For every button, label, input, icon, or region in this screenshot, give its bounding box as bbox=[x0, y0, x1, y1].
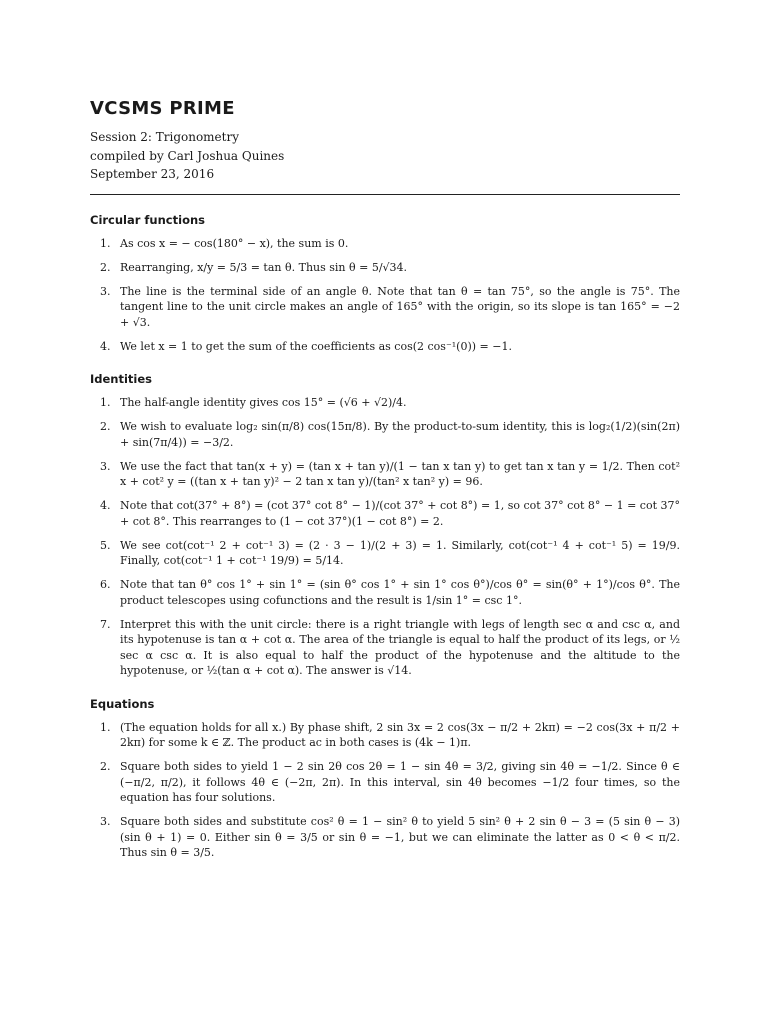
item-text: We let x = 1 to get the sum of the coefficients as cos(2 cos⁻¹(0)) = −1. bbox=[120, 339, 512, 353]
list-item bbox=[90, 577, 680, 608]
item-text: Interpret this with the unit circle: there is a right triangle with legs of length sec α and csc α, and its hypotenuse is tan α + cot α. The area of the triangle is equal to half the product of its legs, or ½ sec α csc α. It is also equal to half the product of the hypotenuse and the altitude to the hypotenuse, or ½(tan α + cot α). The answer is √14. bbox=[120, 617, 680, 677]
item-number: 6. bbox=[100, 578, 111, 591]
section-heading-identities: Identities bbox=[90, 372, 153, 386]
date-line: September 23, 2016 bbox=[90, 167, 215, 181]
item-number: 2. bbox=[100, 260, 111, 274]
item-text: Square both sides to yield 1 − 2 sin 2θ cos 2θ = 1 − sin 4θ = 3/2, giving sin 4θ = −1/2. Since θ ∈ (−π/2, π/2), it follows 4θ ∈ (−2π, 2π). In this interval, sin 4θ becomes −1/2 four times, so the equation has four solutions. bbox=[120, 760, 680, 804]
list-item bbox=[90, 498, 680, 529]
item-text: We see cot(cot⁻¹ 2 + cot⁻¹ 3) = (2 · 3 − 1)/(2 + 3) = 1. Similarly, cot(cot⁻¹ 4 + cot⁻¹ 5) = 19/9. Finally, cot(cot⁻¹ 1 + cot⁻¹ 19/9) = 5/14. bbox=[120, 538, 680, 567]
item-number: 1. bbox=[100, 720, 111, 734]
session-line: Session 2: Trigonometry bbox=[90, 130, 239, 144]
item-text: The half-angle identity gives cos 15° = (√6 + √2)/4. bbox=[120, 396, 407, 409]
item-text: As cos x = − cos(180° − x), the sum is 0. bbox=[120, 236, 349, 250]
item-text: We wish to evaluate log₂ sin(π/8) cos(15π/8). By the product-to-sum identity, this is log₂(1/2)(sin(2π) + sin(7π/4)) = −3/2. bbox=[120, 420, 680, 449]
list-item bbox=[90, 419, 680, 450]
identities-list bbox=[90, 395, 680, 679]
list-item bbox=[90, 236, 680, 252]
author-line: compiled by Carl Joshua Quines bbox=[90, 148, 285, 163]
list-item bbox=[90, 339, 680, 355]
section-heading-equations: Equations bbox=[90, 696, 155, 711]
item-number: 1. bbox=[100, 236, 111, 250]
item-text: Note that cot(37° + 8°) = (cot 37° cot 8° − 1)/(cot 37° + cot 8°) = 1, so cot 37° cot 8° − 1 = cot 37° + cot 8°. This rearranges to (1 − cot 37°)(1 − cot 8°) = 2. bbox=[120, 499, 680, 528]
item-text: Square both sides and substitute cos² θ = 1 − sin² θ to yield 5 sin² θ + 2 sin θ − 3 = (5 sin θ − 3)(sin θ + 1) = 0. Either sin θ = 3/5 or sin θ = −1, but we can eliminate the latter as 0 < θ < π/2. Thus sin θ = 3/5. bbox=[120, 815, 680, 859]
list-item bbox=[90, 814, 680, 861]
item-number: 1. bbox=[100, 396, 111, 409]
item-number: 3. bbox=[100, 815, 111, 828]
item-number: 4. bbox=[100, 499, 111, 512]
item-number: 3. bbox=[100, 284, 111, 298]
item-text: Note that tan θ° cos 1° + sin 1° = (sin θ° cos 1° + sin 1° cos θ°)/cos θ° = sin(θ° + 1°)/cos θ°. The product telescopes using cofunctions and the result is 1/sin 1° = csc 1°. bbox=[120, 578, 680, 607]
equations-list bbox=[90, 720, 680, 861]
item-number: 2. bbox=[100, 420, 111, 433]
list-item bbox=[90, 720, 680, 751]
list-item bbox=[90, 260, 680, 276]
list-item bbox=[90, 284, 680, 331]
list-item bbox=[90, 759, 680, 806]
document-page bbox=[90, 98, 680, 879]
list-item bbox=[90, 395, 680, 411]
item-number: 2. bbox=[100, 760, 111, 773]
item-text: We use the fact that tan(x + y) = (tan x + tan y)/(1 − tan x tan y) to get tan x tan y = 1/2. Then cot² x + cot² y = ((tan x + tan y)² − 2 tan x tan y)/(tan² x tan² y) = 96. bbox=[120, 459, 680, 488]
item-number: 3. bbox=[100, 459, 111, 473]
list-item bbox=[90, 538, 680, 569]
item-number: 7. bbox=[100, 617, 111, 631]
item-number: 4. bbox=[100, 339, 111, 353]
item-text: The line is the terminal side of an angle θ. Note that tan θ = tan 75°, so the angle is 75°. The tangent line to the unit circle makes an angle of 165° with the origin, so its slope is tan 165° = −2 + √3. bbox=[120, 284, 680, 329]
document-title: VCSMS PRIME bbox=[90, 98, 235, 119]
header-divider bbox=[90, 194, 680, 195]
item-text: (The equation holds for all x.) By phase shift, 2 sin 3x = 2 cos(3x − π/2 + 2kπ) = −2 cos(3x + π/2 + 2kπ) for some k ∈ ℤ. The product ac in both cases is (4k − 1)π. bbox=[120, 720, 680, 749]
section-heading-circular-functions: Circular functions bbox=[90, 212, 205, 227]
item-number: 5. bbox=[100, 538, 111, 552]
list-item bbox=[90, 617, 680, 679]
item-text: Rearranging, x/y = 5/3 = tan θ. Thus sin θ = 5/√34. bbox=[120, 260, 408, 274]
list-item bbox=[90, 459, 680, 490]
circular-functions-list bbox=[90, 236, 680, 355]
